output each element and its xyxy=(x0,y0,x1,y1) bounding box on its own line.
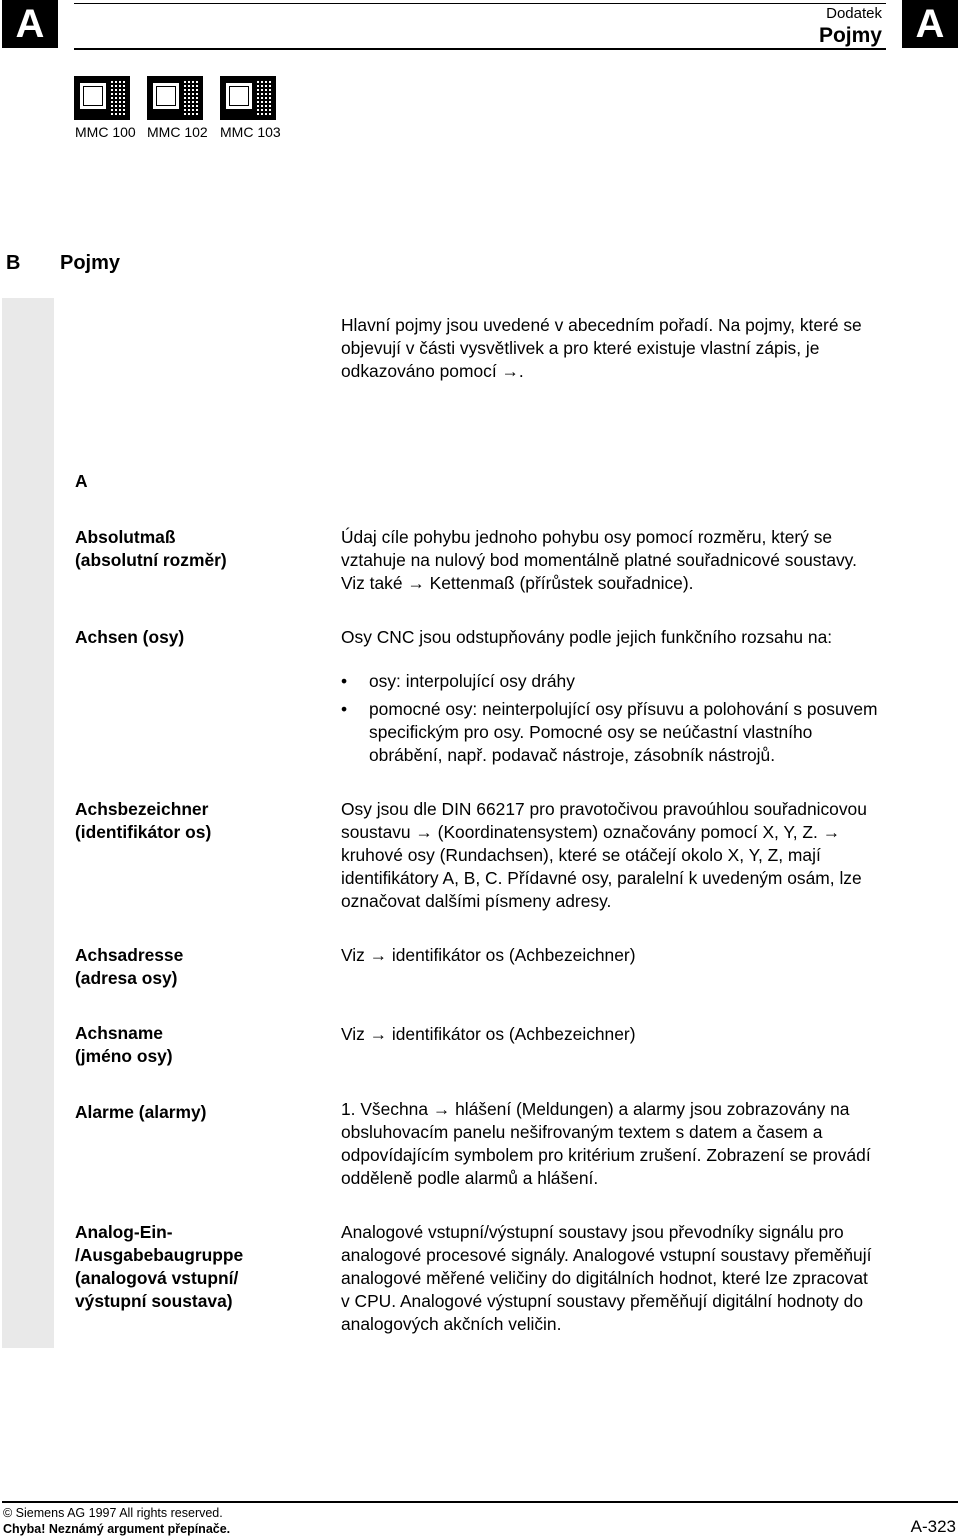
bullet-icon: • xyxy=(341,699,348,719)
definition-line: analogové měřené veličiny do digitálních hodnot, které lze zpracovat xyxy=(341,1268,868,1288)
page-number: A-323 xyxy=(910,1517,956,1536)
definition-line: Osy CNC jsou odstupňovány podle jejich funkčního rozsahu na: xyxy=(341,627,833,647)
device-label-mmc102: MMC 102 xyxy=(147,124,208,140)
left-margin-bar xyxy=(2,298,54,1348)
definition-line: kruhové osy (Rundachsen), které se otáčejí okolo X, Y, Z, mají xyxy=(341,845,821,865)
header-rule-bottom xyxy=(74,48,886,50)
term-achsadresse: (adresa osy) xyxy=(75,968,178,988)
term-analog-io: výstupní soustava) xyxy=(75,1291,233,1311)
definition-line: Viz → identifikátor os (Achbezeichner) xyxy=(341,1024,636,1044)
mmc-panel-icon xyxy=(220,76,276,120)
header-section-label: Dodatek xyxy=(826,5,882,22)
group-letter: A xyxy=(75,471,88,491)
header-rule-top xyxy=(74,3,886,4)
bullet-item: osy: interpolující osy dráhy xyxy=(369,671,575,691)
term-analog-io: /Ausgabebaugruppe xyxy=(75,1245,244,1265)
intro-line: objevují v části vysvětlivek a pro které existuje vlastní zápis, je xyxy=(341,338,820,358)
term-achsname: Achsname xyxy=(75,1023,163,1043)
term-achsadresse: Achsadresse xyxy=(75,945,184,965)
bullet-icon: • xyxy=(341,671,348,691)
footer-rule xyxy=(2,1501,958,1503)
term-analog-io: (analogová vstupní/ xyxy=(75,1268,239,1288)
definition-line: odpovídajícím symbolem pro kritérium zrušení. Zobrazení se provádí xyxy=(341,1145,871,1165)
mmc-panel-icon xyxy=(74,76,130,120)
intro-line: odkazováno pomocí →. xyxy=(341,361,524,381)
footer-copyright: © Siemens AG 1997 All rights reserved. xyxy=(3,1506,223,1520)
term-absolutmass: Absolutmaß xyxy=(75,527,176,547)
section-title: Pojmy xyxy=(60,252,121,274)
definition-line: označovat dalšími písmeny adresy. xyxy=(341,891,612,911)
definition-line: Osy jsou dle DIN 66217 pro pravotočivou pravoúhlou souřadnicovou xyxy=(341,799,867,819)
definition-line: odděleně podle alarmů a hlášení. xyxy=(341,1168,599,1188)
term-analog-io: Analog-Ein- xyxy=(75,1222,173,1242)
definition-line: Viz → identifikátor os (Achbezeichner) xyxy=(341,945,636,965)
intro-line: Hlavní pojmy jsou uvedené v abecedním pořadí. Na pojmy, které se xyxy=(341,315,862,335)
definition-line: Údaj cíle pohybu jednoho pohybu osy pomocí rozměru, který se xyxy=(341,527,833,547)
section-letter: B xyxy=(6,252,21,274)
mmc-panel-icon xyxy=(147,76,203,120)
bullet-item: specifickým pro osy. Pomocné osy se neúčastní vlastního xyxy=(369,722,813,742)
definition-line: Viz také → Kettenmaß (přírůstek souřadnice). xyxy=(341,573,694,593)
definition-line: vztahuje na nulový bod momentálně platné souřadnicové soustavy. xyxy=(341,550,857,570)
device-label-mmc103: MMC 103 xyxy=(220,124,281,140)
definition-line: identifikátory A, B, C. Přídavné osy, paralelní k uvedeným osám, lze xyxy=(341,868,862,888)
corner-letter-right: A xyxy=(902,0,958,48)
definition-line: 1. Všechna → hlášení (Meldungen) a alarmy jsou zobrazovány na xyxy=(341,1099,850,1119)
term-achsen: Achsen (osy) xyxy=(75,627,185,647)
bullet-item: obrábění, např. podavač nástroje, zásobník nástrojů. xyxy=(369,745,776,765)
definition-line: obsluhovacím panelu nešifrovaným textem s datem a časem a xyxy=(341,1122,823,1142)
definition-line: Analogové vstupní/výstupní soustavy jsou převodníky signálu pro xyxy=(341,1222,844,1242)
device-label-mmc100: MMC 100 xyxy=(75,124,136,140)
term-achsbezeichner: (identifikátor os) xyxy=(75,822,212,842)
footer-error-text: Chyba! Neznámý argument přepínače. xyxy=(3,1522,231,1536)
definition-line: analogové procesové signály. Analogové vstupní soustavy přeměňují xyxy=(341,1245,872,1265)
term-achsbezeichner: Achsbezeichner xyxy=(75,799,209,819)
term-alarme: Alarme (alarmy) xyxy=(75,1102,207,1122)
term-achsname: (jméno osy) xyxy=(75,1046,173,1066)
header-section-title: Pojmy xyxy=(818,24,882,47)
definition-line: soustavu → (Koordinatensystem) označovány pomocí X, Y, Z. → xyxy=(341,822,841,842)
corner-letter-left: A xyxy=(2,0,58,48)
definition-line: analogových akčních veličin. xyxy=(341,1314,562,1334)
definition-line: v CPU. Analogové výstupní soustavy přeměňují digitální hodnoty do xyxy=(341,1291,864,1311)
bullet-item: pomocné osy: neinterpolující osy přísuvu a polohování s posuvem xyxy=(369,699,878,719)
term-absolutmass: (absolutní rozměr) xyxy=(75,550,227,570)
